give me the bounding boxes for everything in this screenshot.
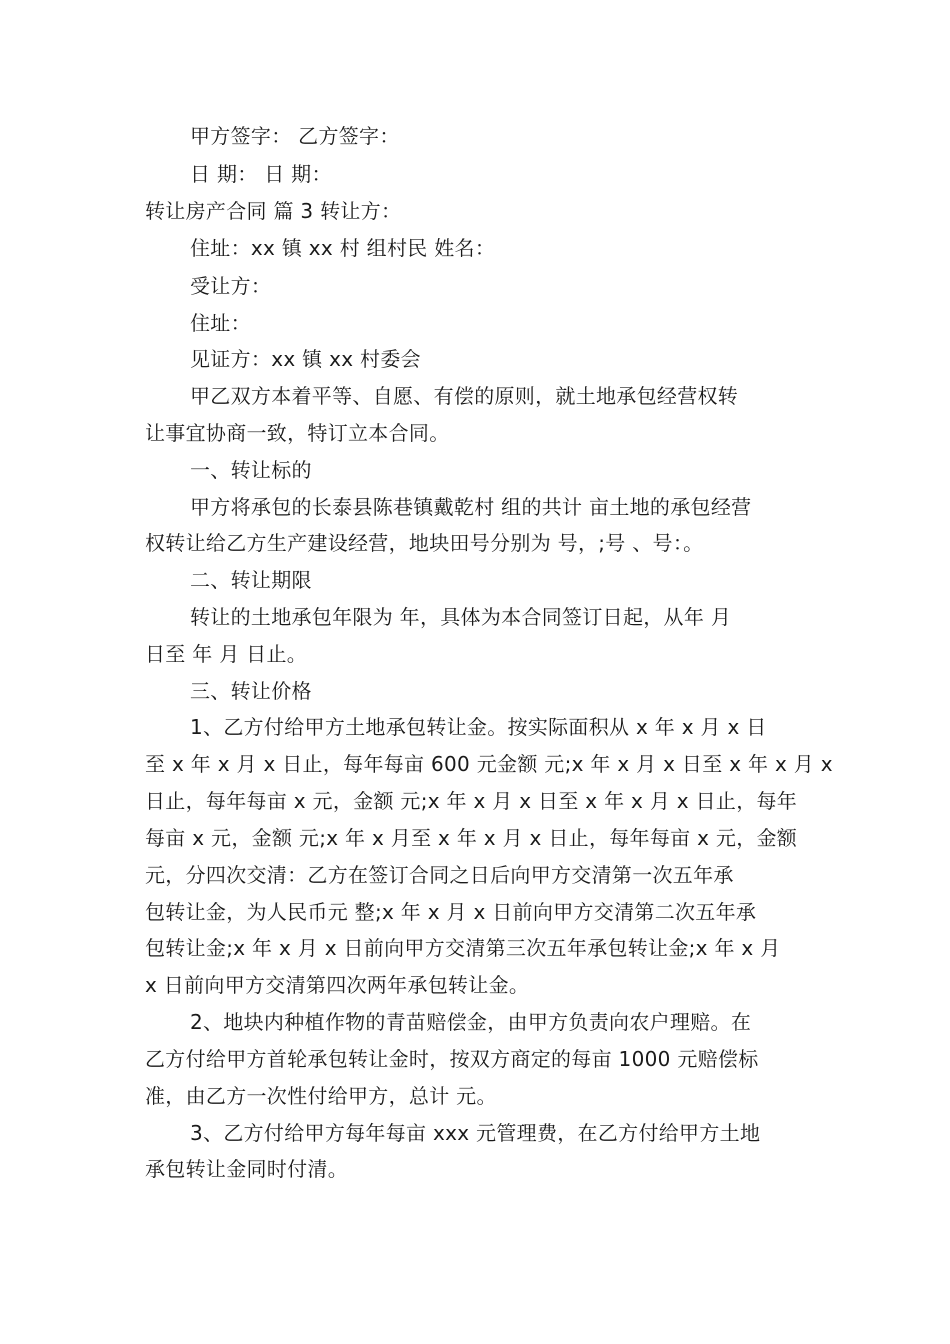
text-line: 受让方：	[190, 274, 272, 298]
section-heading: 转让房产合同 篇 3 转让方：	[145, 199, 402, 223]
clause-heading: 三、转让价格	[190, 679, 312, 703]
paragraph-line: 乙方付给甲方首轮承包转让金时，按双方商定的每亩 1000 元赔偿标	[145, 1047, 759, 1071]
date-line: 日 期： 日 期：	[190, 162, 332, 186]
paragraph-line: 2、地块内种植作物的青苗赔偿金，由甲方负责向农户理赔。在	[190, 1010, 752, 1034]
clause-heading: 一、转让标的	[190, 458, 312, 482]
paragraph-line: 至 x 年 x 月 x 日止，每年每亩 600 元金额 元;x 年 x 月 x 日至 x 年 x 月 x	[145, 752, 833, 776]
paragraph-line: 包转让金;x 年 x 月 x 日前向甲方交清第三次五年承包转让金;x 年 x 月	[145, 936, 781, 960]
text-line: 住址：	[190, 311, 251, 335]
paragraph-line: 权转让给乙方生产建设经营，地块田号分别为 号，;号 、号：。	[145, 531, 704, 555]
paragraph-line: 让事宜协商一致，特订立本合同。	[145, 421, 450, 445]
text-line: 住址：xx 镇 xx 村 组村民 姓名：	[190, 236, 496, 260]
paragraph-line: x 日前向甲方交清第四次两年承包转让金。	[145, 973, 530, 997]
paragraph-line: 包转让金，为人民币元 整;x 年 x 月 x 日前向甲方交清第二次五年承	[145, 900, 757, 924]
paragraph-line: 3、乙方付给甲方每年每亩 xxx 元管理费，在乙方付给甲方土地	[190, 1121, 761, 1145]
paragraph-line: 承包转让金同时付清。	[145, 1157, 348, 1181]
paragraph-line: 准，由乙方一次性付给甲方，总计 元。	[145, 1084, 497, 1108]
paragraph-line: 甲方将承包的长泰县陈巷镇戴乾村 组的共计 亩土地的承包经营	[190, 495, 752, 519]
text-line: 见证方：xx 镇 xx 村委会	[190, 347, 421, 371]
paragraph-line: 1、乙方付给甲方土地承包转让金。按实际面积从 x 年 x 月 x 日	[190, 715, 767, 739]
paragraph-line: 转让的土地承包年限为 年，具体为本合同签订日起，从年 月	[190, 605, 732, 629]
paragraph-line: 日至 年 月 日止。	[145, 642, 308, 666]
signature-line: 甲方签字： 乙方签字：	[190, 124, 400, 148]
clause-heading: 二、转让期限	[190, 568, 312, 592]
paragraph-line: 元，分四次交清：乙方在签订合同之日后向甲方交清第一次五年承	[145, 863, 734, 887]
paragraph-line: 日止，每年每亩 x 元，金额 元;x 年 x 月 x 日至 x 年 x 月 x 日止，每年	[145, 789, 798, 813]
paragraph-line: 每亩 x 元，金额 元;x 年 x 月至 x 年 x 月 x 日止，每年每亩 x 元，金额	[145, 826, 798, 850]
paragraph-line: 甲乙双方本着平等、自愿、有偿的原则，就土地承包经营权转	[190, 384, 739, 408]
